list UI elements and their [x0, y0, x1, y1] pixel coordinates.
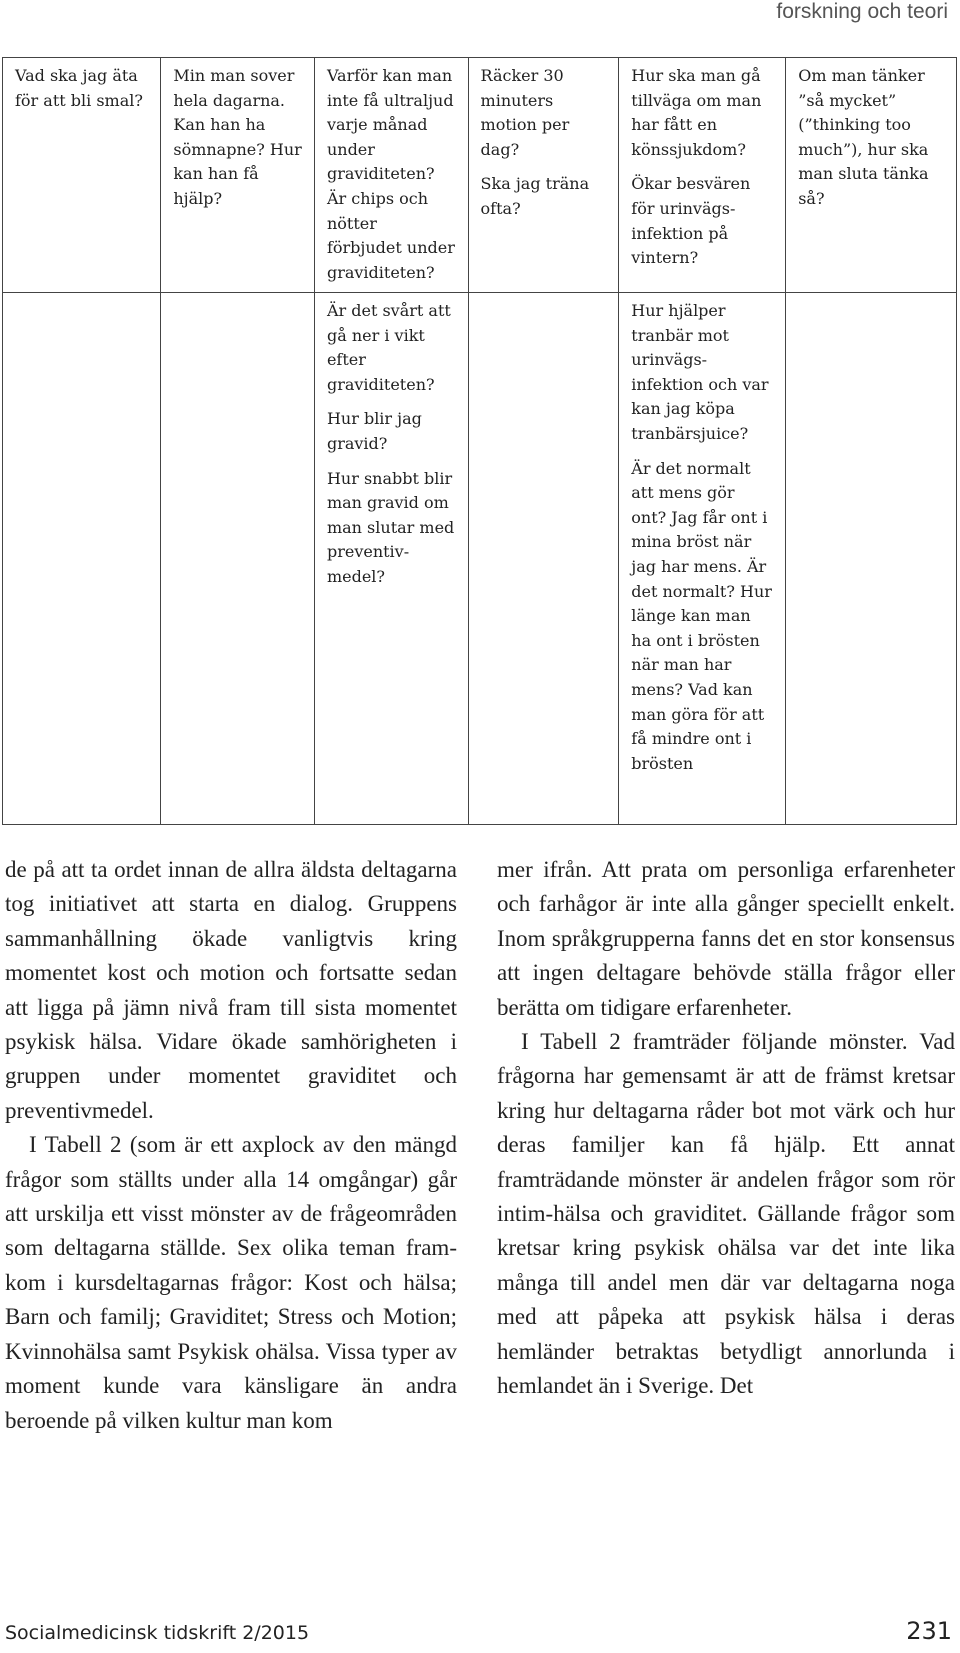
- table-cell: [3, 58, 161, 293]
- question-text: Hur snabbt blir man gravid om man slutar med preventiv-medel?: [326, 468, 455, 586]
- question-text: Ökar besvären för urinvägs-infektion på vintern?: [631, 174, 751, 268]
- table-cell: [786, 58, 957, 293]
- body-column-left: [5, 853, 457, 1438]
- question-text: Varför kan man inte få ultraljud varje månad under graviditeten? Är chips och nötter förbjudet under graviditeten?: [326, 66, 455, 282]
- table-cell: [619, 58, 786, 293]
- journal-footer: Socialmedicinsk tidskrift 2/2015: [5, 1622, 310, 1644]
- table-cell: [468, 58, 619, 293]
- body-paragraph: I Tabell 2 framträder följande mönster. Vad frågorna har gemensamt är att de främst kretsar kring hur deltagarna råder bot mot värk och hur deras familjer kan få hjälp. Ett annat framträdande mönster är andelen frågor som rör intim-hälsa och graviditet. Gällande frågor som kretsar kring psykisk ohälsa var det inte lika många till andel men där var deltagarna noga med att påpeka att psykisk hälsa i deras hemländer betraktas betydligt annorlunda i hemlandet än i Sverige. Det: [497, 1029, 955, 1399]
- table-cell: [468, 293, 619, 825]
- question-text: Är det normalt att mens gör ont? Jag får ont i mina bröst när jag har mens. Är det normalt? Hur länge kan man ha ont i brösten när man har mens? Vad kan man göra för att få mindre ont i brösten: [631, 458, 772, 773]
- question-text: Ska jag träna ofta?: [480, 174, 590, 218]
- table-cell: [161, 293, 315, 825]
- body-column-right: [497, 853, 955, 1404]
- question-text: Vad ska jag äta för att bli smal?: [15, 66, 143, 110]
- question-text: Om man tänker ”så mycket” (”thinking too much”), hur ska man sluta tänka så?: [798, 66, 929, 208]
- section-header: forskning och teori: [776, 0, 948, 23]
- question-text: Hur blir jag gravid?: [326, 409, 422, 453]
- table-cell: [314, 293, 468, 825]
- table-cell: [161, 58, 315, 293]
- questions-table: [2, 57, 957, 825]
- question-text: Hur ska man gå tillväga om man har fått en könssjukdom?: [631, 66, 762, 159]
- table-cell: [786, 293, 957, 825]
- question-text: Min man sover hela dagarna. Kan han ha sömnapne? Hur kan han få hjälp?: [173, 66, 302, 208]
- table-cell: [3, 293, 161, 825]
- table-row: [3, 293, 957, 825]
- table-row: [3, 58, 957, 293]
- table-cell: [619, 293, 786, 825]
- body-paragraph: I Tabell 2 (som är ett axplock av den mängd frågor som ställts under alla 14 omgångar) går att urskilja ett visst mönster av de frågeområden som deltagarna ställde. Sex olika teman framkom i kursdeltagarnas frågor: Kost och hälsa; Barn och familj; Graviditet; Stress och Motion; Kvinnohälsa samt Psykisk ohälsa. Vissa typer av moment kunde vara känsligare än andra beroende på vilken kultur man kom: [5, 1132, 457, 1433]
- page-number: 231: [906, 1617, 952, 1645]
- body-paragraph: mer ifrån. Att prata om personliga erfarenheter och farhågor är inte alla gånger speciellt enkelt. Inom språkgrupperna fanns det en stor konsensus att ingen deltagare behövde ställa frågor eller berätta om tidigare erfarenheter.: [497, 857, 955, 1020]
- question-text: Hur hjälper tranbär mot urinvägs-infektion och var kan jag köpa tranbärsjuice?: [631, 301, 769, 443]
- question-text: Räcker 30 minuters motion per dag?: [480, 66, 570, 159]
- body-paragraph: de på att ta ordet innan de allra äldsta deltagarna tog initiativet att starta en dialog. Gruppens sammanhållning ökade vanligtvis kring momentet kost och motion och fortsatte sedan att ligga på jämn nivå fram till sista momentet psykisk hälsa. Vidare ökade samhörigheten i gruppen under momentet graviditet och preventivmedel.: [5, 857, 457, 1123]
- table-cell: [314, 58, 468, 293]
- question-text: Är det svårt att gå ner i vikt efter graviditeten?: [326, 301, 451, 394]
